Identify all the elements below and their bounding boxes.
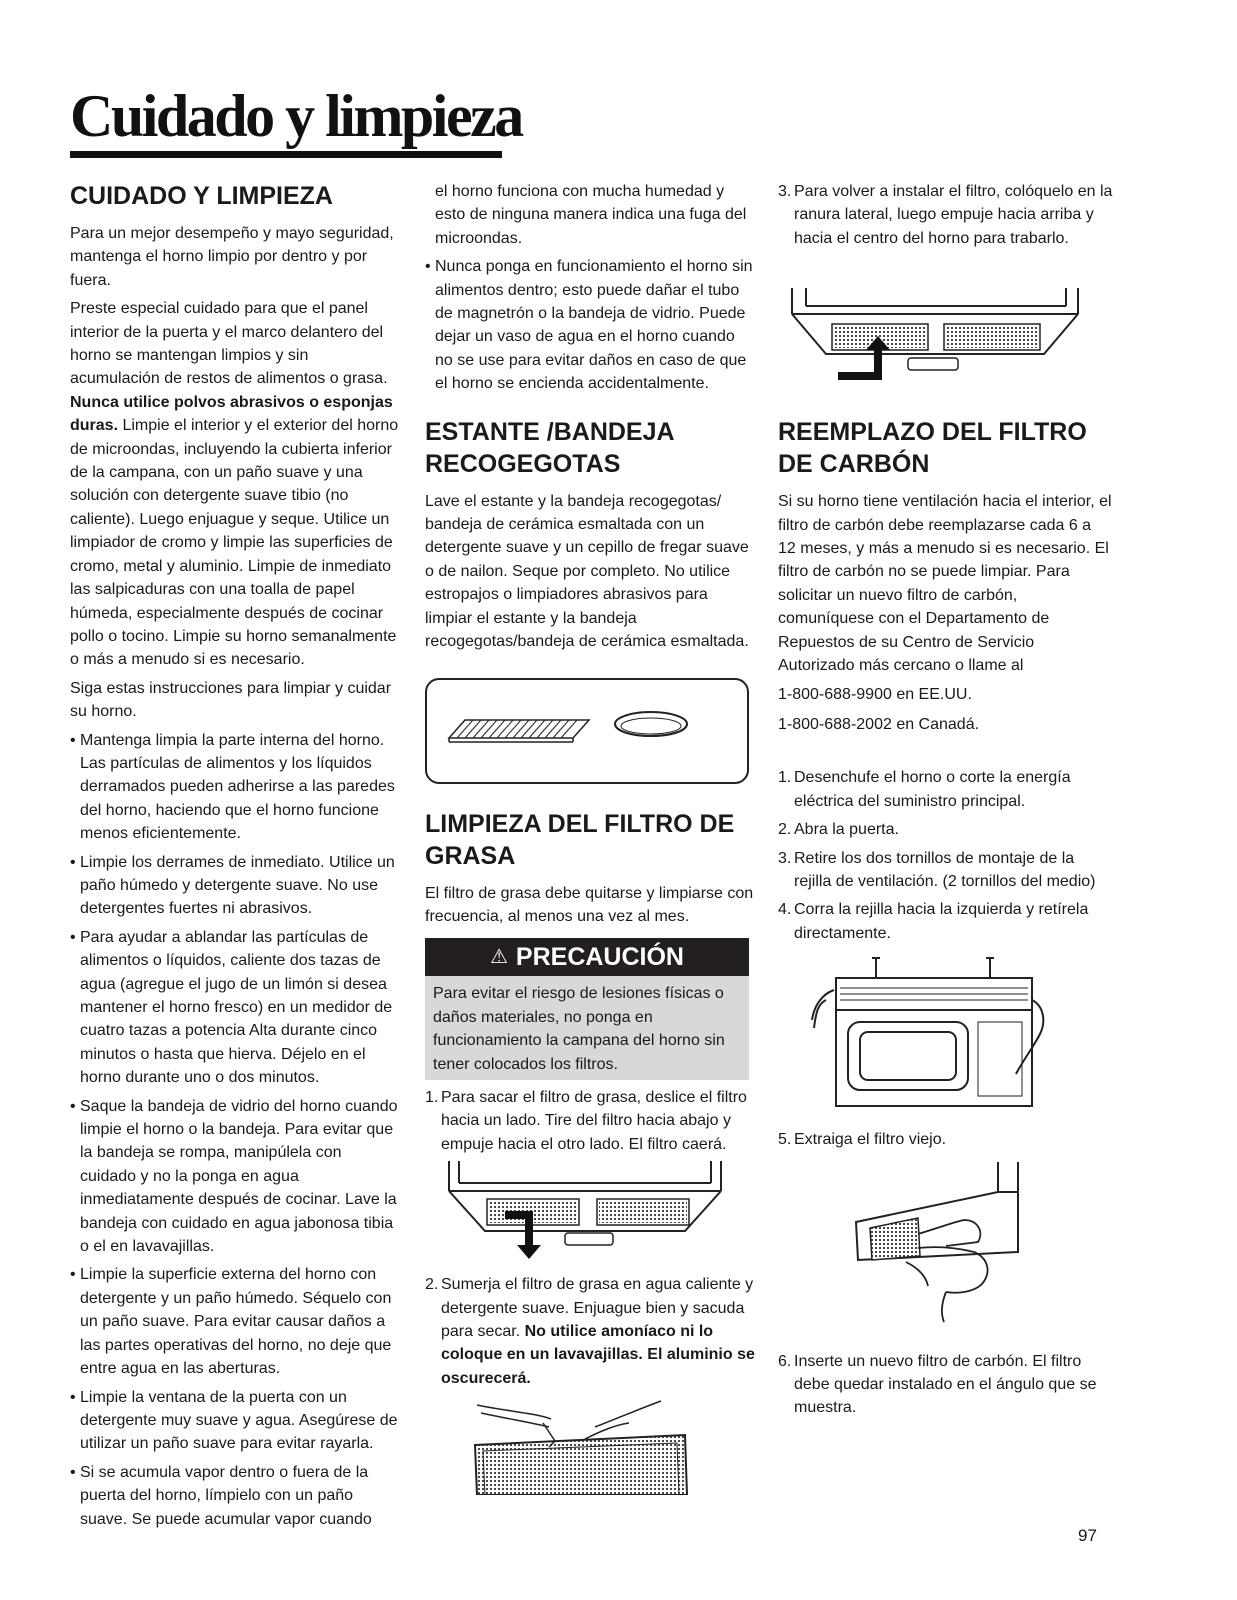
list-item: 3. Retire los dos tornillos de montaje de la rejilla de ventilación. (2 tornillos del medio) (778, 849, 1096, 890)
caution-text: Para evitar el riesgo de lesiones físicas o daños materiales, no ponga en funcionamiento la campana del horno sin tener colocados los filtros. (425, 976, 749, 1080)
grease-steps-1 (425, 1086, 755, 1156)
list-item: • Limpie la superficie externa del horno con detergente y un paño húmedo. Séquelo con un paño suave. Para evitar causar daños a las partes operativas del horno, no deje que entre agua en las aberturas. (70, 1263, 400, 1380)
shelf-tray-illustration (425, 678, 749, 784)
heading-charcoal-filter: REEMPLAZO DEL FILTRO DE CARBÓN (778, 418, 1087, 479)
list-item: • Nunca ponga en funcionamiento el horno sin alimentos dentro; esto puede dañar el tubo de magnetrón o la bandeja de vidrio. Puede dejar un vaso de agua en el horno cuando no se use para evitar daños en caso de que el horno se encienda accidentalmente. (425, 255, 755, 395)
list-item: • Para ayudar a ablandar las partículas de alimentos o líquidos, caliente dos tazas de agua (agregue el jugo de un limón si desea mantener el horno fresco) en un medidor de cuatro tazas a potencia Alta durante cinco minutos o hasta que hierva. Déjelo en el horno durante uno o dos minutos. (70, 926, 400, 1090)
list-item: 2. Sumerja el filtro de grasa en agua caliente y detergente suave. Enjuague bien y sacuda para secar. No utilice amoníaco ni lo coloque en un lavavajillas. El aluminio se oscurecerá. (425, 1276, 755, 1387)
heading-shelf-tray: ESTANTE /BANDEJA RECOGEGOTAS (425, 417, 674, 478)
warning-bold-text: Nunca utilice polvos abrasivos o esponjas duras. (70, 393, 393, 435)
charcoal-step-6 (778, 1350, 1113, 1420)
warning-triangle-icon: ⚠ (489, 945, 508, 968)
charcoal-paragraph: Si su horno tiene ventilación hacia el interior, el filtro de carbón debe reemplazarse cada 6 a 12 meses, y más a menudo si es necesario. El filtro de carbón no se puede limpiar. Para solicitar un nuevo filtro de carbón, comuníquese con el Departamento de Repuestos de su Centro de Servicio Autorizado más cercano o llame al (778, 493, 1112, 675)
care-paragraph: Preste especial cuidado para que el panel interior de la puerta y el marco delantero del horno se mantengan limpios y sin acumulación de restos de alimentos o grasa. Nunca utilice polvos abrasivos o esponjas duras. Limpie el interior y el exterior del horno de microondas, incluyendo la cubierta inferior de la campana, con un paño suave y una solución con detergente suave tibio (no caliente). Luego enjuague y seque. Utilice un limpiador de cromo y limpie las superficies de cromo, metal y aluminio. Limpie de inmediato las salpicaduras con una toalla de papel húmeda, especialmente después de cocinar pollo o tocino. Limpie su horno semanalmente o más a menudo si es necesario. (70, 300, 399, 669)
phone-canada: 1-800-688-2002 en Canadá. (778, 715, 980, 733)
column-2 (425, 180, 755, 1495)
page-number: 97 (1078, 1526, 1097, 1545)
care-bullet-list (70, 729, 400, 1531)
list-item: 5. Extraiga el filtro viejo. (778, 1131, 947, 1149)
filter-reinstall-illustration (778, 258, 1098, 388)
charcoal-steps (778, 766, 1113, 945)
drip-tray-icon (615, 712, 687, 736)
list-item: • Mantenga limpia la parte interna del horno. Las partículas de alimentos y los líquidos derramados pueden adherirse a las paredes del horno, haciendo que el horno funcione menos eficientemente. (70, 729, 400, 846)
filter-washing-illustration (425, 1395, 745, 1495)
old-filter-removal-illustration (778, 1162, 1098, 1332)
heading-care-cleaning: CUIDADO Y LIMPIEZA (70, 182, 333, 210)
column-1 (70, 180, 400, 1536)
column-3 (778, 180, 1113, 1425)
caution-title: PRECAUCIÓN (515, 942, 684, 971)
list-item: • Saque la bandeja de vidrio del horno cuando limpie el horno o la bandeja. Para evitar que la bandeja se rompa, manipúlela con cuidado y no la ponga en agua inmediatamente después de cocinar. Lave la bandeja con cuidado en agua jabonosa tibia o el en lavavajillas. (70, 1095, 400, 1259)
charcoal-step-5 (778, 1128, 1113, 1151)
intro-paragraph: Para un mejor desempeño y mayo seguridad, mantenga el horno limpio por dentro y por fuera. (70, 225, 394, 289)
list-item: 1. Para sacar el filtro de grasa, deslice el filtro hacia un lado. Tire del filtro hacia abajo y empuje hacia el otro lado. El filtro caerá. (425, 1088, 747, 1153)
grease-paragraph: El filtro de grasa debe quitarse y limpiarse con frecuencia, al menos una vez al mes. (425, 884, 754, 925)
title-rule (70, 151, 502, 158)
grease-steps-2 (425, 1273, 755, 1390)
wire-rack-icon (449, 720, 589, 742)
caution-banner (425, 938, 749, 976)
vent-grille-removal-illustration (778, 950, 1098, 1110)
continued-bullet-text: el horno funciona con mucha humedad y esto de ninguna manera indica una fuga del microondas. (435, 183, 747, 247)
care-bullet-list-continued (425, 255, 755, 395)
list-item: 2. Abra la puerta. (778, 821, 899, 839)
list-item: • Si se acumula vapor dentro o fuera de la puerta del horno, límpielo con un paño suave. Se puede acumular vapor cuando (70, 1461, 400, 1531)
instructions-paragraph: Siga estas instrucciones para limpiar y cuidar su horno. (70, 679, 392, 721)
list-item: 4. Corra la rejilla hacia la izquierda y retírela directamente. (778, 901, 1089, 942)
page-title: Cuidado y limpieza (70, 83, 522, 149)
shelf-paragraph: Lave el estante y la bandeja recogegotas/ bandeja de cerámica esmaltada con un detergente suave y un cepillo de fregar suave o de nailon. Seque por completo. No utilice estropajos o limpiadores abrasivos para limpiar el estante y la bandeja recogegotas/bandeja de cerámica esmaltada. (425, 492, 749, 651)
grease-steps-3 (778, 180, 1113, 250)
list-item: • Limpie la ventana de la puerta con un detergente muy suave y agua. Asegúrese de utilizar un paño suave para evitar rayarla. (70, 1386, 400, 1456)
grease-filter-removal-illustration (425, 1161, 745, 1261)
heading-grease-filter: LIMPIEZA DEL FILTRO DE GRASA (425, 809, 735, 870)
list-item: 3. Para volver a instalar el filtro, colóquelo en la ranura lateral, luego empuje hacia arriba y hacia el centro del horno para trabarlo. (778, 183, 1113, 247)
list-item: 1. Desenchufe el horno o corte la energía eléctrica del suministro principal. (778, 769, 1071, 810)
phone-us: 1-800-688-9900 en EE.UU. (778, 686, 972, 704)
list-item: • Limpie los derrames de inmediato. Utilice un paño húmedo y detergente suave. No use detergentes fuertes ni abrasivos. (70, 851, 400, 921)
list-item: 6. Inserte un nuevo filtro de carbón. El filtro debe quedar instalado en el ángulo que se muestra. (778, 1352, 1097, 1417)
